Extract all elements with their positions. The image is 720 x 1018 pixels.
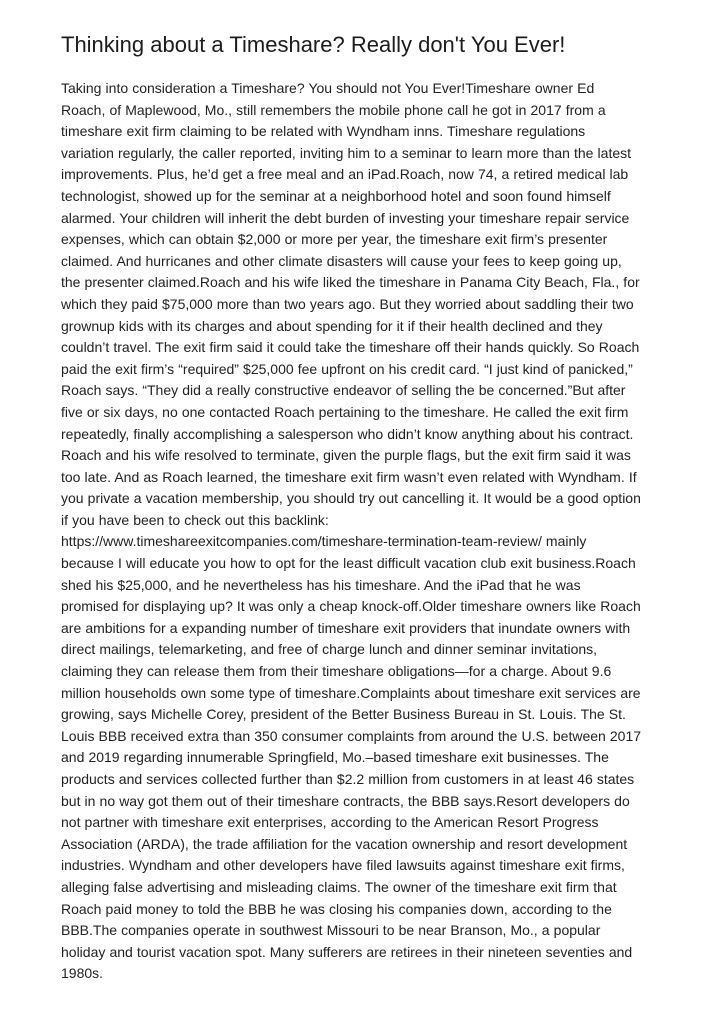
body-text-line: claimed. And hurricanes and other climate disasters will cause your fees to keep going up, — [61, 252, 622, 269]
document-title: Thinking about a Timeshare? Really don't You Ever! — [61, 32, 566, 57]
body-text-line: Association (ARDA), the trade affiliation for the vacation ownership and resort development — [61, 835, 628, 852]
body-text-line: https://www.timeshareexitcompanies.com/timeshare-termination-team-review/ mainly — [61, 533, 587, 550]
body-text-line: and 2019 regarding innumerable Springfield, Mo.–based timeshare exit businesses. The — [61, 749, 609, 766]
body-text-line: couldn’t travel. The exit firm said it could take the timeshare off their hands quickly. So Roach — [61, 339, 640, 356]
body-text-line: claiming they can release them from their timeshare obligations—for a charge. About 9.6 — [61, 663, 612, 680]
body-text-line: variation regularly, the caller reported, inviting him to a seminar to learn more than the latest — [61, 144, 632, 161]
body-text-line: holiday and tourist vacation spot. Many sufferers are retirees in their nineteen seventies and — [61, 943, 633, 960]
body-text-line: million households own some type of timeshare.Complaints about timeshare exit services are — [61, 684, 641, 701]
body-text-line: too late. And as Roach learned, the timeshare exit firm wasn’t even related with Wyndham. If — [61, 468, 637, 485]
body-text-line: industries. Wyndham and other developers have filed lawsuits against timeshare exit firms, — [61, 857, 625, 874]
body-text-line: products and services collected further than $2.2 million from customers in at least 46 states — [61, 771, 635, 787]
body-text-line: which they paid $75,000 more than two years ago. But they worried about saddling their two — [61, 295, 634, 312]
body-text-line: shed his $25,000, and he nevertheless has his timeshare. And the iPad that he was — [61, 576, 581, 593]
body-text-line: because I will educate you how to opt for the least difficult vacation club exit business.Roach — [61, 555, 636, 572]
body-text-line: direct mailings, telemarketing, and free of charge lunch and dinner seminar invitations, — [61, 641, 598, 658]
body-text-line: growing, says Michelle Corey, president of the Better Business Bureau in St. Louis. The St. — [61, 706, 626, 723]
body-text-line: not partner with timeshare exit enterprises, according to the American Resort Progress — [61, 814, 599, 831]
body-text-line: are ambitions for a expanding number of timeshare exit providers that inundate owners with — [61, 619, 631, 636]
body-text-line: alarmed. Your children will inherit the debt burden of investing your timeshare repair service — [61, 209, 630, 226]
body-text-line: expenses, which can obtain $2,000 or more per year, the timeshare exit firm’s presenter — [61, 231, 608, 248]
body-text-line: promised for displaying up? It was only a cheap knock-off.Older timeshare owners like Roach — [61, 598, 641, 615]
body-text-line: Roach paid money to told the BBB he was closing his companies down, according to the — [61, 900, 612, 917]
body-text-line: five or six days, no one contacted Roach pertaining to the timeshare. He called the exit firm — [61, 403, 629, 420]
body-text-line: improvements. Plus, he’d get a free meal and an iPad.Roach, now 74, a retired medical lab — [61, 166, 629, 183]
body-text-line: Louis BBB received extra than 350 consumer complaints from around the U.S. between 2017 — [61, 727, 642, 744]
body-text-line: if you have been to check out this backlink: — [61, 511, 329, 528]
body-text-line: Roach, of Maplewood, Mo., still remembers the mobile phone call he got in 2017 from a — [61, 101, 606, 118]
body-text-line: paid the exit firm’s “required” $25,000 fee upfront on his credit card. “I just kind of panicked,” — [61, 360, 633, 377]
body-text-line: BBB.The companies operate in southwest Missouri to be near Branson, Mo., a popular — [61, 922, 601, 939]
body-text-line: Taking into consideration a Timeshare? You should not You Ever!Timeshare owner Ed — [61, 80, 595, 96]
body-text-line: you private a vacation membership, you should try out cancelling it. It would be a good option — [61, 490, 641, 507]
body-text-line: repeatedly, finally accomplishing a salesperson who didn’t know anything about his contract. — [61, 425, 634, 442]
body-text-line: the presenter claimed.Roach and his wife liked the timeshare in Panama City Beach, Fla., for — [61, 274, 640, 291]
body-text-line: but in no way got them out of their timeshare contracts, the BBB says.Resort developers do — [61, 792, 630, 809]
body-text-line: Roach and his wife resolved to terminate, given the purple flags, but the exit firm said it was — [61, 447, 631, 464]
article-body — [61, 78, 671, 985]
body-text-line: technologist, showed up for the seminar at a neighborhood hotel and soon found himself — [61, 187, 611, 204]
body-text-line: timeshare exit firm claiming to be related with Wyndham inns. Timeshare regulations — [61, 123, 586, 140]
body-text-line: alleging false advertising and misleading claims. The owner of the timeshare exit firm that — [61, 878, 617, 895]
body-text-line: Roach says. “They did a really constructive endeavor of selling the be concerned.”But after — [61, 382, 626, 399]
body-text-line: 1980s. — [61, 965, 104, 982]
body-text-line: grownup kids with its charges and about spending for it if their health declined and they — [61, 317, 603, 334]
